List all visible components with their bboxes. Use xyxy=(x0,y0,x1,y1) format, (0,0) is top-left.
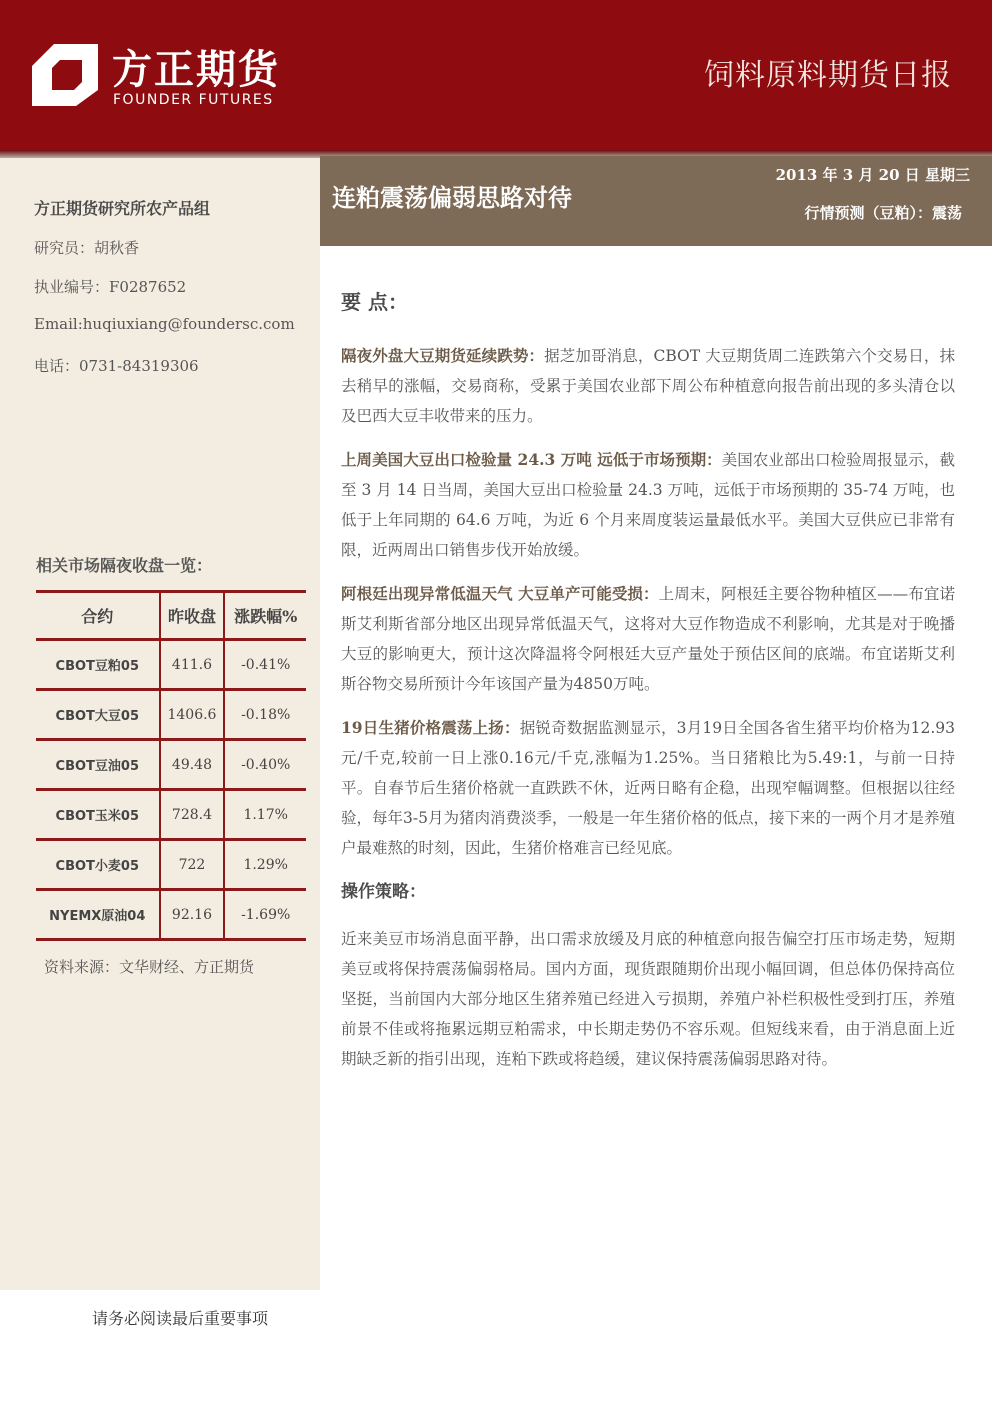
key-point xyxy=(341,445,955,565)
research-team: 方正期货研究所农产品组 xyxy=(34,199,211,218)
contract-cell: CBOT玉米05 xyxy=(55,809,140,824)
column-header: 昨收盘 xyxy=(160,592,225,640)
table-row xyxy=(36,640,306,690)
table-row xyxy=(36,840,306,890)
change-cell: -1.69% xyxy=(224,890,306,940)
strategy-text: 近来美豆市场消息面平静，出口需求放缓及月底的种植意向报告偏空打压市场走势，短期美豆或将保持震荡偏弱格局。国内方面，现货跟随期价出现小幅回调，但总体仍保持高位坚挺，当前国内大部分地区生猪养殖已经进入亏损期，养殖户补栏积极性受到打压，养殖前景不佳或将拖累远期豆粕需求，中长期走势仍不容乐观。但短线来看，由于消息面上近期缺乏新的指引出现，连粕下跌或将趋缓，建议保持震荡偏弱思路对待。 xyxy=(341,930,955,1068)
strategy-heading: 操作策略： xyxy=(341,882,426,902)
contract-cell: CBOT豆粕05 xyxy=(55,659,140,674)
table-row xyxy=(36,740,306,790)
change-cell: -0.40% xyxy=(224,740,306,790)
close-cell: 411.6 xyxy=(160,640,225,690)
contract-cell: CBOT大豆05 xyxy=(55,709,140,724)
table-header-row xyxy=(36,592,306,640)
key-point-text: 上周末，阿根廷主要谷物种植区——布宜诺斯艾利斯省部分地区出现异常低温天气，这将对大豆作物造成不利影响，尤其是对于晚播大豆的影响更大，预计这次降温将令阿根廷大豆产量处于预估区间的底端。布宜诺斯艾利斯谷物交易所预计今年该国产量为4850万吨。 xyxy=(341,585,955,693)
close-cell: 722 xyxy=(160,840,225,890)
key-point-lead: 隔夜外盘大豆期货延续跌势： xyxy=(341,346,545,365)
table-row xyxy=(36,790,306,840)
key-point-text: 美国农业部出口检验周报显示，截至 3 月 14 日当周，美国大豆出口检验量 24.3 万吨，远低于市场预期的 35-74 万吨，也低于上年同期的 64.6 万吨，为近 6 个月来周度装运量最低水平。美国大豆供应已非常有限，近两周出口销售步伐开始放缓。 xyxy=(341,451,955,559)
key-point-lead: 阿根廷出现异常低温天气 大豆单产可能受损： xyxy=(341,584,659,603)
data-source: 资料来源：文华财经、方正期货 xyxy=(44,958,255,976)
key-point-text: 据锐奇数据监测显示，3月19日全国各省生猪平均价格为12.93元/千克,较前一日上涨0.16元/千克,涨幅为1.25%。当日猪粮比为5.49:1，与前一日持平。自春节后生猪价格就一直跌跌不休，近两日略有企稳，出现窄幅调整。但根据以往经验，每年3-5月为猪肉消费淡季，一般是一年生猪价格的低点，接下来的一两个月才是养殖户最难熬的时刻，因此，生猪价格难言已经见底。 xyxy=(341,719,955,857)
license-number: 执业编号：F0287652 xyxy=(34,278,187,296)
analyst-name: 研究员：胡秋香 xyxy=(34,239,140,257)
close-cell: 1406.6 xyxy=(160,690,225,740)
table-row xyxy=(36,890,306,940)
key-point xyxy=(341,579,955,699)
change-cell: -0.41% xyxy=(224,640,306,690)
change-cell: 1.29% xyxy=(224,840,306,890)
change-cell: -0.18% xyxy=(224,690,306,740)
report-title: 连粕震荡偏弱思路对待 xyxy=(332,184,572,212)
contract-cell: NYEMX原油04 xyxy=(49,909,146,924)
key-point-lead: 19日生猪价格震荡上扬： xyxy=(341,718,520,737)
disclaimer-note: 请务必阅读最后重要事项 xyxy=(92,1309,269,1328)
market-forecast: 行情预测（豆粕）：震荡 xyxy=(804,204,962,222)
logo-chinese-name: 方正期货 xyxy=(112,47,280,93)
column-header: 合约 xyxy=(81,607,114,626)
column-header: 涨跌幅% xyxy=(224,592,306,640)
contract-cell: CBOT小麦05 xyxy=(55,859,140,874)
logo-english-name: FOUNDER FUTURES xyxy=(113,92,274,108)
title-bar xyxy=(320,156,992,246)
key-point-text: 据芝加哥消息，CBOT 大豆期货周二连跌第六个交易日，抹去稍早的涨幅，交易商称，受累于美国农业部下周公布种植意向报告前出现的多头清仓以及巴西大豆丰收带来的压力。 xyxy=(341,347,955,425)
table-row xyxy=(36,690,306,740)
close-cell: 92.16 xyxy=(160,890,225,940)
report-date: 2013 年 3 月 20 日 星期三 xyxy=(775,166,970,184)
key-point xyxy=(341,341,955,431)
analyst-phone: 电话：0731-84319306 xyxy=(34,357,199,375)
key-point xyxy=(341,713,955,863)
key-points-heading: 要 点： xyxy=(341,290,408,314)
header-banner xyxy=(0,0,992,150)
quote-table-title: 相关市场隔夜收盘一览： xyxy=(36,556,213,575)
close-cell: 49.48 xyxy=(160,740,225,790)
overnight-quotes-table xyxy=(36,590,306,941)
close-cell: 728.4 xyxy=(160,790,225,840)
key-point-lead: 上周美国大豆出口检验量 24.3 万吨 远低于市场预期： xyxy=(341,450,722,469)
analyst-email: Email:huqiuxiang@foundersc.com xyxy=(34,315,295,333)
founder-logo-icon xyxy=(32,44,98,106)
contract-cell: CBOT豆油05 xyxy=(55,759,140,774)
main-content xyxy=(341,286,955,1088)
change-cell: 1.17% xyxy=(224,790,306,840)
report-name: 饲料原料期货日报 xyxy=(704,58,952,93)
